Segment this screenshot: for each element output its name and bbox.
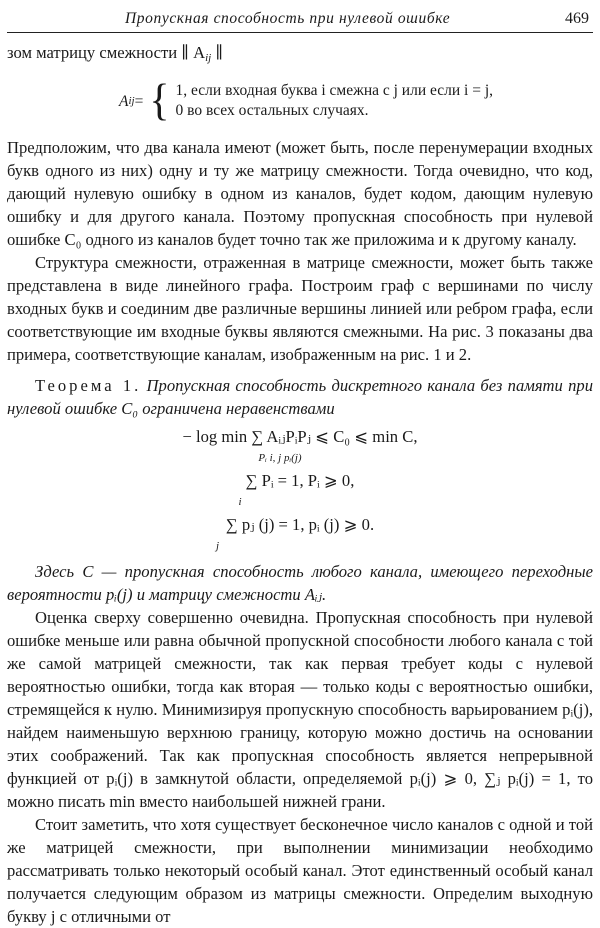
definition-cases (176, 81, 494, 121)
page-number: 469 (565, 10, 589, 27)
definition-case-2: 0 во всех остальных случаях. (175, 102, 369, 119)
adjacency-definition: A ij = { 1, если входная буква i смежна с j или если i = j, 0 во всех остальных случаях. (119, 76, 494, 126)
running-title: Пропускная способность при нулевой ошибке (125, 10, 451, 27)
running-header (7, 0, 593, 33)
theorem-label: Теорема 1. (35, 376, 142, 395)
theorem (7, 374, 593, 420)
intro-line: зом матрицу смежности ∥ $A_{ij}$ ∥ (7, 43, 224, 64)
paragraph-1: Предположим, что два канала имеют (может быть, после перенумерации входных букв одного из них) одну и ту же матрицу смежности. Тогда очевидно, что код, дающий нулевую ошибку в одном из каналов, будет кодом, дающим нулевую ошибку и для другого канала. Поэтому пропускная способность при нулевой ошибке C₀ одного из каналов будет точно так же приложима и к другому каналу. (7, 138, 593, 249)
equation-3: ∑ pⱼ (j) = 1, pᵢ (j) ⩾ 0. j (215, 515, 375, 552)
where-clause: Здесь C — пропускная способность любого канала, имеющего переходные вероятности pᵢ(j) и матрицу смежности Aᵢⱼ. (7, 562, 593, 604)
theorem-text: Пропускная способность дискретного канала без памяти при нулевой ошибке C₀ ограничена неравенствами (7, 376, 593, 418)
brace-icon: { (149, 76, 170, 126)
definition-case-1: 1, если входная буква i смежна с j или если i = j, (175, 82, 494, 99)
paragraph-2: Структура смежности, отраженная в матрице смежности, может быть также представлена в виде линейного графа. Построим граф с вершинами по числу входных букв и соединим две различные вершины линией или ребром графа, если соответствующие им входные буквы являются смежными. На рис. 3 показаны два примера, соответствующие каналам, изображенным на рис. 1 и 2. (7, 253, 593, 364)
equation-2: ∑ Pᵢ = 1, Pᵢ ⩾ 0, i (238, 471, 355, 508)
paragraph-4: Стоит заметить, что хотя существует бесконечное число каналов с одной и той же матрицей смежности, при выполнении минимизации необходимо рассматривать только некоторый особый канал. Этот единственный особый канал получается следующим образом из матрицы смежности. Определим выходную букву j с отличными от (7, 815, 593, 926)
equation-1: − log min ∑ AᵢⱼPᵢPⱼ ⩽ C₀ ⩽ min C, Pᵢ i, j pᵢ(j) (182, 427, 418, 464)
paragraph-3: Оценка сверху совершенно очевидна. Пропускная способность при нулевой ошибке меньше или равна обычной пропускной способности любого канала с той же самой матрицей смежности, так как первая требует коды с нулевой вероятностью ошибки, тогда как вторая — только коды с вероятностью ошибки, стремящейся к нулю. Минимизируя пропускную способность варьированием pᵢ(j), найдем наименьшую верхнюю границу, которую можно достичь на основании этих соображений. Так как пропускная способность является непрерывной функцией от pᵢ(j) в замкнутой области, определяемой pᵢ(j) ⩾ 0, ∑ⱼ pᵢ(j) = 1, то можно писать min вместо наибольшей нижней грани. (7, 608, 593, 811)
